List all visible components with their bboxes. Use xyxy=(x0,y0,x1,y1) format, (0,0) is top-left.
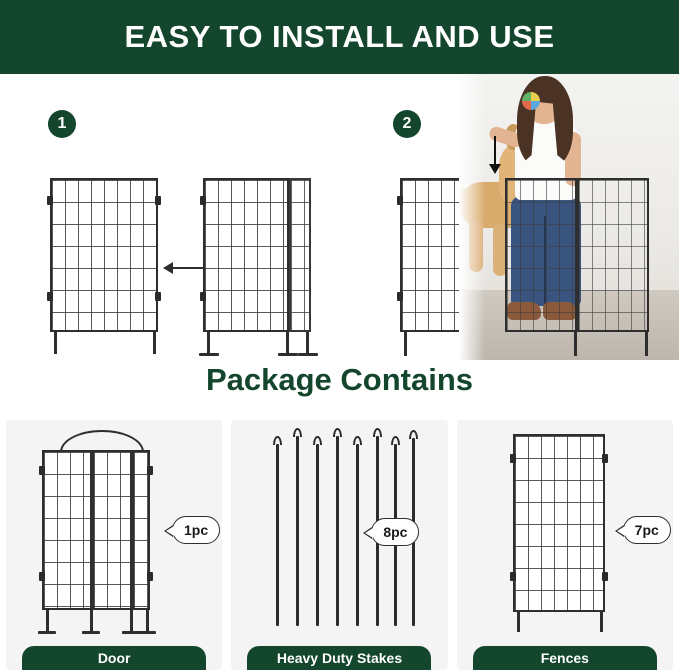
hinge-icon xyxy=(510,454,516,463)
door-leg xyxy=(90,610,93,632)
package-item-door xyxy=(6,420,222,670)
insert-arrow-head xyxy=(489,164,501,174)
door-arch xyxy=(60,430,144,452)
stakes-illustration xyxy=(231,420,447,638)
stake xyxy=(336,436,339,626)
insert-arrow-line xyxy=(494,136,496,166)
stakes-count-badge: 8pc xyxy=(371,518,419,546)
hinge-icon xyxy=(602,572,608,581)
step-badge-1: 1 xyxy=(48,110,76,138)
toy-ball xyxy=(522,92,540,110)
hinge-icon xyxy=(147,572,153,581)
fence-leg xyxy=(404,332,407,356)
hinge-icon xyxy=(397,292,403,301)
fence-leg xyxy=(153,332,156,354)
door-foot xyxy=(38,631,56,634)
hinge-icon xyxy=(602,454,608,463)
fence-leg xyxy=(54,332,57,354)
fence-foot xyxy=(278,353,298,356)
hinge-icon xyxy=(200,292,206,301)
fence-panel-step1-left xyxy=(50,178,158,332)
fence-foot xyxy=(199,353,219,356)
package-contains-heading: Package Contains xyxy=(205,362,474,397)
door-illustration xyxy=(6,420,222,638)
package-item-fences xyxy=(457,420,673,670)
fence-panel-product xyxy=(513,434,605,612)
fence-leg xyxy=(517,612,520,632)
fences-count-badge: 7pc xyxy=(623,516,671,544)
fence-leg xyxy=(600,612,603,632)
hinge-icon xyxy=(39,572,45,581)
door-label: Door xyxy=(22,646,206,670)
hinge-icon xyxy=(510,572,516,581)
door-leg xyxy=(130,610,133,632)
fence-panel-step2-overlay-b xyxy=(577,178,649,332)
stake xyxy=(296,436,299,626)
fence-panel-step1-moving-b xyxy=(289,178,311,332)
hinge-icon xyxy=(47,196,53,205)
door-panel-left xyxy=(42,450,92,610)
hinge-icon xyxy=(155,292,161,301)
hinge-icon xyxy=(200,196,206,205)
fences-illustration xyxy=(457,420,673,638)
door-count-badge: 1pc xyxy=(172,516,220,544)
stake xyxy=(356,444,359,626)
stake xyxy=(276,444,279,626)
fence-panel-step2-overlay-a xyxy=(505,178,577,332)
hinge-icon xyxy=(397,196,403,205)
assembly-arrow-head xyxy=(163,262,173,274)
header-banner xyxy=(0,0,679,74)
door-panel-right xyxy=(132,450,150,610)
door-leg xyxy=(146,610,149,632)
door-panel-gate xyxy=(92,450,132,610)
installation-steps xyxy=(0,74,679,360)
fence-leg xyxy=(645,332,648,356)
fence-leg xyxy=(574,332,577,356)
door-foot xyxy=(82,631,100,634)
door-foot xyxy=(138,631,156,634)
hinge-icon xyxy=(47,292,53,301)
fence-leg xyxy=(286,332,289,354)
door-leg xyxy=(46,610,49,632)
stakes-label: Heavy Duty Stakes xyxy=(247,646,431,670)
hinge-icon xyxy=(39,466,45,475)
fence-panel-step1-moving-a xyxy=(203,178,289,332)
fence-foot xyxy=(298,353,318,356)
hinge-icon xyxy=(155,196,161,205)
hinge-icon xyxy=(147,466,153,475)
fences-label: Fences xyxy=(473,646,657,670)
page-title: EASY TO INSTALL AND USE xyxy=(124,19,555,54)
fence-leg xyxy=(207,332,210,354)
stake xyxy=(316,444,319,626)
package-items-list xyxy=(0,420,679,670)
photo-edge-fade xyxy=(459,74,485,360)
fence-leg xyxy=(306,332,309,354)
step-badge-2: 2 xyxy=(393,110,421,138)
package-item-stakes xyxy=(231,420,447,670)
